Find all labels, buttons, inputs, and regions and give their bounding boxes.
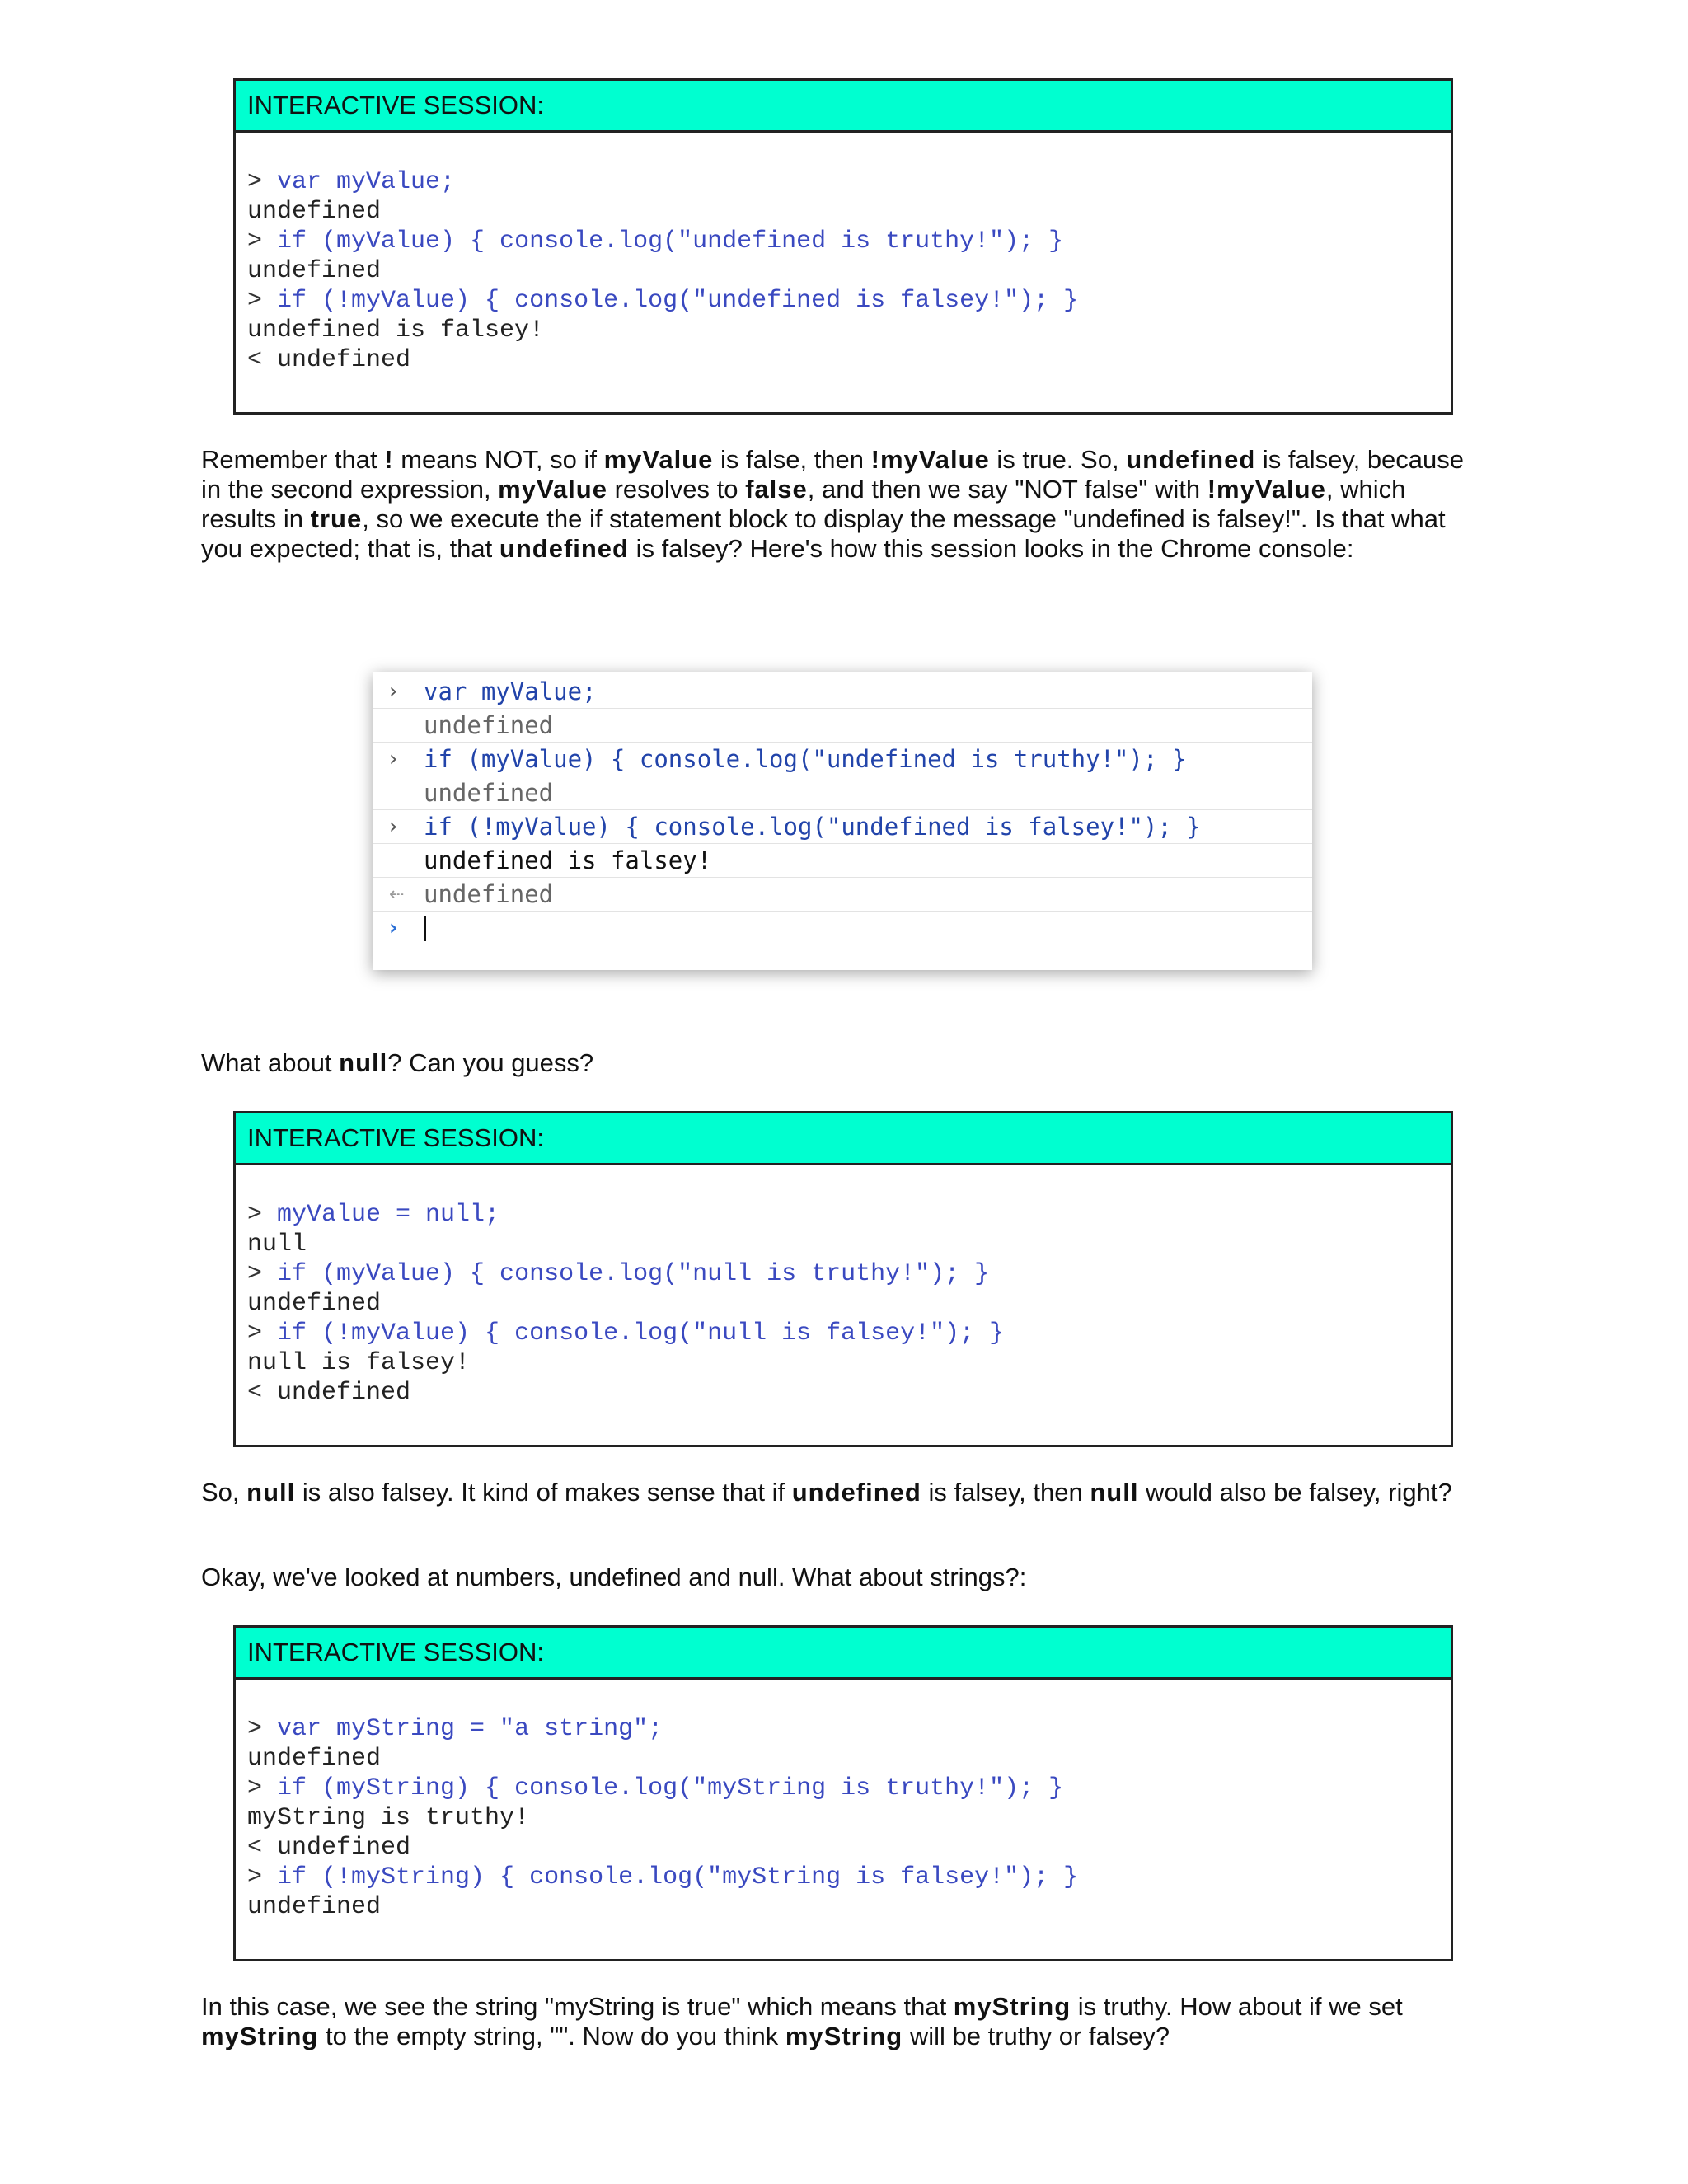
code-text: undefined xyxy=(277,1379,411,1407)
code-text: var myString = "a string"; xyxy=(277,1715,663,1743)
console-text: var myValue; xyxy=(424,677,597,705)
code-text: if (myString) { console.log("myString is truthy!"); } xyxy=(277,1774,1064,1802)
code-output-line xyxy=(247,1378,1439,1408)
paragraph-null-falsey: So, null is also falsey. It kind of makes sense that if undefined is falsey, then null would also be falsey, right? xyxy=(201,1478,1452,1507)
session-header: INTERACTIVE SESSION: xyxy=(236,81,1451,133)
code-text: undefined xyxy=(247,1893,382,1921)
bold-term: myString xyxy=(201,2022,319,2050)
code-text: if (!myString) { console.log("myString is falsey!"); } xyxy=(277,1863,1079,1891)
session-header: INTERACTIVE SESSION: xyxy=(236,1113,1451,1165)
console-output-row xyxy=(373,844,1312,878)
code-output-line xyxy=(247,1892,1439,1922)
prompt-glyph: > xyxy=(247,168,278,196)
console-text: undefined is falsey! xyxy=(424,846,712,874)
console-text: undefined xyxy=(424,779,554,807)
code-text: var myValue; xyxy=(277,168,456,196)
code-text: undefined is falsey! xyxy=(247,316,545,344)
code-output-line xyxy=(247,1803,1439,1833)
prompt-glyph: < xyxy=(247,1834,278,1862)
return-arrow-icon: ⇠ xyxy=(389,884,405,905)
console-text: undefined xyxy=(424,711,554,739)
code-text: null xyxy=(247,1230,307,1258)
code-text: if (myValue) { console.log("null is truthy!"); } xyxy=(277,1260,990,1288)
code-text: undefined xyxy=(247,198,382,226)
session-code xyxy=(236,1165,1451,1408)
code-output-line xyxy=(247,316,1439,345)
bold-term: null xyxy=(339,1048,388,1077)
code-text: myValue = null; xyxy=(277,1201,500,1229)
code-output-line xyxy=(247,1348,1439,1378)
bold-term: !myValue xyxy=(870,445,990,474)
bold-term: myString xyxy=(785,2022,903,2050)
console-text: undefined xyxy=(424,880,554,908)
code-text: undefined xyxy=(277,1834,411,1862)
code-input-line xyxy=(247,286,1439,316)
chrome-console-screenshot xyxy=(373,672,1312,970)
bold-term: false xyxy=(745,475,808,504)
code-output-line xyxy=(247,1289,1439,1319)
chevron-right-icon: › xyxy=(389,814,398,839)
prompt-glyph: > xyxy=(247,1863,278,1891)
prompt-chevron-icon: › xyxy=(389,916,398,940)
code-output-line xyxy=(247,1833,1439,1863)
bold-term: undefined xyxy=(1126,445,1256,474)
bold-term: undefined xyxy=(499,534,629,563)
prompt-glyph: < xyxy=(247,346,278,374)
code-input-line xyxy=(247,1259,1439,1289)
code-output-line xyxy=(247,197,1439,227)
code-output-line xyxy=(247,345,1439,375)
console-input-row xyxy=(373,810,1312,844)
chevron-right-icon: › xyxy=(389,679,398,704)
console-output-row xyxy=(373,776,1312,810)
code-text: myString is truthy! xyxy=(247,1804,530,1832)
console-output-row xyxy=(373,709,1312,743)
bold-term: !myValue xyxy=(1207,475,1326,504)
bold-term: null xyxy=(1090,1478,1139,1507)
bold-term: ! xyxy=(384,445,394,474)
interactive-session-2 xyxy=(233,1111,1453,1447)
code-input-line xyxy=(247,1774,1439,1803)
bold-term: myValue xyxy=(603,445,714,474)
prompt-glyph: > xyxy=(247,227,278,255)
bold-term: myValue xyxy=(498,475,607,504)
code-input-line xyxy=(247,167,1439,197)
console-prompt-row[interactable] xyxy=(373,912,1312,945)
bold-term: myString xyxy=(953,1992,1071,2021)
session-code xyxy=(236,1680,1451,1922)
bold-term: null xyxy=(246,1478,296,1507)
interactive-session-3 xyxy=(233,1625,1453,1961)
console-input-row xyxy=(373,743,1312,776)
code-text: undefined xyxy=(247,1745,382,1773)
console-text: if (!myValue) { console.log("undefined is falsey!"); } xyxy=(424,813,1201,841)
code-text: undefined xyxy=(247,257,382,285)
bold-term: true xyxy=(310,504,363,533)
prompt-glyph: > xyxy=(247,1774,278,1802)
code-input-line xyxy=(247,1200,1439,1230)
interactive-session-1 xyxy=(233,78,1453,415)
paragraph-null-question: What about null? Can you guess? xyxy=(201,1048,594,1077)
code-output-line xyxy=(247,1230,1439,1259)
code-text: undefined xyxy=(247,1290,382,1318)
code-text: if (!myValue) { console.log("undefined is falsey!"); } xyxy=(277,287,1079,315)
code-input-line xyxy=(247,1863,1439,1892)
prompt-glyph: > xyxy=(247,1260,278,1288)
code-input-line xyxy=(247,1714,1439,1744)
paragraph-strings-intro: Okay, we've looked at numbers, undefined and null. What about strings?: xyxy=(201,1563,1027,1591)
code-text: if (!myValue) { console.log("null is falsey!"); } xyxy=(277,1319,1005,1347)
code-text: if (myValue) { console.log("undefined is truthy!"); } xyxy=(277,227,1064,255)
prompt-glyph: > xyxy=(247,1319,278,1347)
code-text: undefined xyxy=(277,346,411,374)
code-input-line xyxy=(247,1319,1439,1348)
console-text: if (myValue) { console.log("undefined is truthy!"); } xyxy=(424,745,1187,773)
chevron-right-icon: › xyxy=(389,747,398,771)
code-output-line xyxy=(247,1744,1439,1774)
console-input-row xyxy=(373,675,1312,709)
code-text: null is falsey! xyxy=(247,1349,471,1377)
bold-term: undefined xyxy=(791,1478,921,1507)
prompt-glyph: < xyxy=(247,1379,278,1407)
prompt-glyph: > xyxy=(247,287,278,315)
session-header: INTERACTIVE SESSION: xyxy=(236,1628,1451,1680)
text-caret xyxy=(424,916,426,941)
paragraph-undefined-explanation: Remember that ! means NOT, so if myValue is false, then !myValue is true. So, undefined is falsey, because in the second expression, myValue resolves to false, and then we say "NOT false" with !myValue, which results in true, so we execute the if statement block to display the message "undefined is falsey!". Is that what you expected; that is, that undefined is falsey? Here's how this session looks in the Chrome console: xyxy=(201,445,1465,563)
code-output-line xyxy=(247,256,1439,286)
session-code xyxy=(236,133,1451,375)
prompt-glyph: > xyxy=(247,1201,278,1229)
paragraph-mystring-truthy: In this case, we see the string "myString is true" which means that myString is truthy. How about if we set myString to the empty string, "". Now do you think myString will be truthy or falsey? xyxy=(201,1992,1403,2050)
prompt-glyph: > xyxy=(247,1715,278,1743)
console-output-row xyxy=(373,878,1312,912)
code-input-line xyxy=(247,227,1439,256)
